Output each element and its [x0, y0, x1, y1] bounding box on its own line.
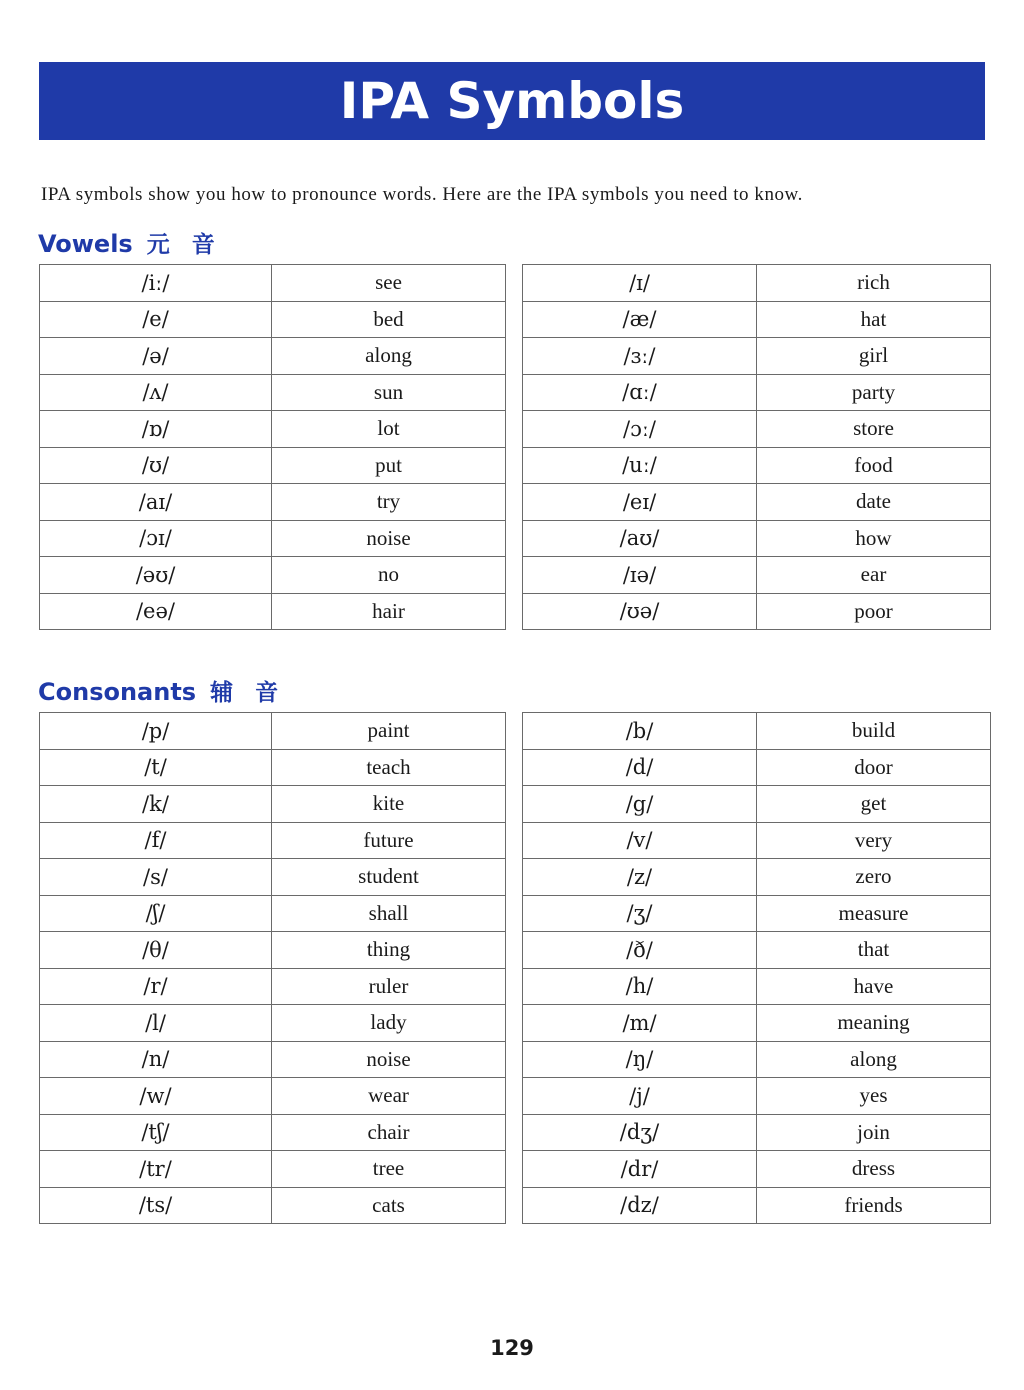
ipa-symbol-cell: /b/ [523, 713, 757, 750]
table-row [40, 1114, 991, 1151]
example-word-cell: girl [757, 338, 991, 375]
column-gap [506, 520, 523, 557]
example-word-cell: get [757, 786, 991, 823]
ipa-symbol-cell: /m/ [523, 1005, 757, 1042]
ipa-symbol-cell: /e/ [40, 301, 272, 338]
ipa-symbol-cell: /k/ [40, 786, 272, 823]
example-word-cell: lady [272, 1005, 506, 1042]
ipa-symbol-cell: /s/ [40, 859, 272, 896]
example-word-cell: measure [757, 895, 991, 932]
consonants-heading-en: Consonants [38, 678, 197, 706]
vowels-table [39, 264, 991, 630]
ipa-symbol-cell: /ɒ/ [40, 411, 272, 448]
table-row [40, 895, 991, 932]
vowels-table-body [40, 265, 991, 630]
table-row [40, 713, 991, 750]
column-gap [506, 1114, 523, 1151]
ipa-symbol-cell: /ʊə/ [523, 593, 757, 630]
consonants-table [39, 712, 991, 1224]
column-gap [506, 557, 523, 594]
table-row [40, 1078, 991, 1115]
example-word-cell: that [757, 932, 991, 969]
ipa-symbol-cell: /ɑː/ [523, 374, 757, 411]
column-gap [506, 859, 523, 896]
page-title: IPA Symbols [339, 72, 685, 130]
example-word-cell: date [757, 484, 991, 521]
example-word-cell: along [757, 1041, 991, 1078]
example-word-cell: very [757, 822, 991, 859]
table-row [40, 1005, 991, 1042]
ipa-symbol-cell: /v/ [523, 822, 757, 859]
ipa-symbol-cell: /aʊ/ [523, 520, 757, 557]
ipa-symbol-cell: /aɪ/ [40, 484, 272, 521]
example-word-cell: student [272, 859, 506, 896]
example-word-cell: put [272, 447, 506, 484]
column-gap [506, 265, 523, 302]
example-word-cell: dress [757, 1151, 991, 1188]
ipa-symbol-cell: /l/ [40, 1005, 272, 1042]
column-gap [506, 593, 523, 630]
table-row [40, 593, 991, 630]
column-gap [506, 749, 523, 786]
consonants-table-body [40, 713, 991, 1224]
example-word-cell: along [272, 338, 506, 375]
example-word-cell: zero [757, 859, 991, 896]
column-gap [506, 1151, 523, 1188]
example-word-cell: bed [272, 301, 506, 338]
ipa-symbol-cell: /ʃ/ [40, 895, 272, 932]
example-word-cell: join [757, 1114, 991, 1151]
ipa-symbol-cell: /ð/ [523, 932, 757, 969]
ipa-symbol-cell: /j/ [523, 1078, 757, 1115]
column-gap [506, 411, 523, 448]
column-gap [506, 1041, 523, 1078]
example-word-cell: teach [272, 749, 506, 786]
consonants-heading [38, 674, 300, 707]
ipa-symbol-cell: /w/ [40, 1078, 272, 1115]
ipa-symbol-cell: /tʃ/ [40, 1114, 272, 1151]
ipa-symbol-cell: /d/ [523, 749, 757, 786]
ipa-symbol-cell: /ɪə/ [523, 557, 757, 594]
ipa-symbol-cell: /ɔɪ/ [40, 520, 272, 557]
column-gap [506, 374, 523, 411]
example-word-cell: ear [757, 557, 991, 594]
column-gap [506, 301, 523, 338]
ipa-symbol-cell: /əʊ/ [40, 557, 272, 594]
example-word-cell: how [757, 520, 991, 557]
column-gap [506, 822, 523, 859]
example-word-cell: kite [272, 786, 506, 823]
table-row [40, 301, 991, 338]
example-word-cell: store [757, 411, 991, 448]
example-word-cell: noise [272, 520, 506, 557]
example-word-cell: yes [757, 1078, 991, 1115]
column-gap [506, 447, 523, 484]
title-banner [39, 62, 985, 140]
example-word-cell: food [757, 447, 991, 484]
ipa-symbol-cell: /iː/ [40, 265, 272, 302]
ipa-symbol-cell: /g/ [523, 786, 757, 823]
ipa-symbol-cell: /ə/ [40, 338, 272, 375]
consonants-heading-zh: 辅音 [210, 680, 301, 706]
example-word-cell: thing [272, 932, 506, 969]
table-row [40, 1187, 991, 1224]
table-row [40, 338, 991, 375]
table-row [40, 968, 991, 1005]
example-word-cell: sun [272, 374, 506, 411]
ipa-symbol-cell: /t/ [40, 749, 272, 786]
table-row [40, 822, 991, 859]
ipa-symbol-cell: /uː/ [523, 447, 757, 484]
column-gap [506, 786, 523, 823]
example-word-cell: have [757, 968, 991, 1005]
example-word-cell: hair [272, 593, 506, 630]
ipa-symbol-cell: /n/ [40, 1041, 272, 1078]
table-row [40, 265, 991, 302]
ipa-symbol-cell: /dz/ [523, 1187, 757, 1224]
example-word-cell: friends [757, 1187, 991, 1224]
example-word-cell: meaning [757, 1005, 991, 1042]
page-number: 129 [490, 1336, 534, 1360]
example-word-cell: noise [272, 1041, 506, 1078]
example-word-cell: see [272, 265, 506, 302]
ipa-symbol-cell: /p/ [40, 713, 272, 750]
column-gap [506, 338, 523, 375]
ipa-symbol-cell: /θ/ [40, 932, 272, 969]
table-row [40, 932, 991, 969]
ipa-symbol-cell: /ʌ/ [40, 374, 272, 411]
example-word-cell: chair [272, 1114, 506, 1151]
column-gap [506, 932, 523, 969]
ipa-symbol-cell: /ɪ/ [523, 265, 757, 302]
ipa-symbol-cell: /f/ [40, 822, 272, 859]
ipa-symbol-cell: /dʒ/ [523, 1114, 757, 1151]
column-gap [506, 968, 523, 1005]
ipa-symbol-cell: /æ/ [523, 301, 757, 338]
column-gap [506, 484, 523, 521]
table-row [40, 859, 991, 896]
table-row [40, 484, 991, 521]
example-word-cell: rich [757, 265, 991, 302]
table-row [40, 1151, 991, 1188]
table-row [40, 1041, 991, 1078]
column-gap [506, 1005, 523, 1042]
example-word-cell: tree [272, 1151, 506, 1188]
example-word-cell: cats [272, 1187, 506, 1224]
ipa-symbol-cell: /eɪ/ [523, 484, 757, 521]
example-word-cell: paint [272, 713, 506, 750]
table-row [40, 374, 991, 411]
example-word-cell: wear [272, 1078, 506, 1115]
ipa-symbol-cell: /ʒ/ [523, 895, 757, 932]
ipa-symbol-cell: /h/ [523, 968, 757, 1005]
ipa-symbol-cell: /tr/ [40, 1151, 272, 1188]
ipa-symbol-cell: /ɜː/ [523, 338, 757, 375]
vowels-heading [38, 226, 237, 259]
column-gap [506, 1187, 523, 1224]
ipa-symbol-cell: /dr/ [523, 1151, 757, 1188]
example-word-cell: hat [757, 301, 991, 338]
example-word-cell: lot [272, 411, 506, 448]
ipa-symbol-cell: /ts/ [40, 1187, 272, 1224]
example-word-cell: shall [272, 895, 506, 932]
example-word-cell: ruler [272, 968, 506, 1005]
example-word-cell: party [757, 374, 991, 411]
table-row [40, 520, 991, 557]
vowels-heading-zh: 元音 [146, 232, 237, 258]
example-word-cell: no [272, 557, 506, 594]
table-row [40, 411, 991, 448]
ipa-symbol-cell: /eə/ [40, 593, 272, 630]
ipa-symbol-cell: /ʊ/ [40, 447, 272, 484]
column-gap [506, 895, 523, 932]
example-word-cell: try [272, 484, 506, 521]
column-gap [506, 1078, 523, 1115]
example-word-cell: door [757, 749, 991, 786]
table-row [40, 786, 991, 823]
vowels-heading-en: Vowels [38, 230, 133, 258]
table-row [40, 557, 991, 594]
ipa-symbol-cell: /r/ [40, 968, 272, 1005]
table-row [40, 447, 991, 484]
ipa-symbol-cell: /z/ [523, 859, 757, 896]
table-row [40, 749, 991, 786]
ipa-symbol-cell: /ŋ/ [523, 1041, 757, 1078]
example-word-cell: build [757, 713, 991, 750]
example-word-cell: future [272, 822, 506, 859]
intro-text: IPA symbols show you how to pronounce words. Here are the IPA symbols you need to know. [41, 184, 803, 205]
example-word-cell: poor [757, 593, 991, 630]
column-gap [506, 713, 523, 750]
ipa-symbol-cell: /ɔː/ [523, 411, 757, 448]
